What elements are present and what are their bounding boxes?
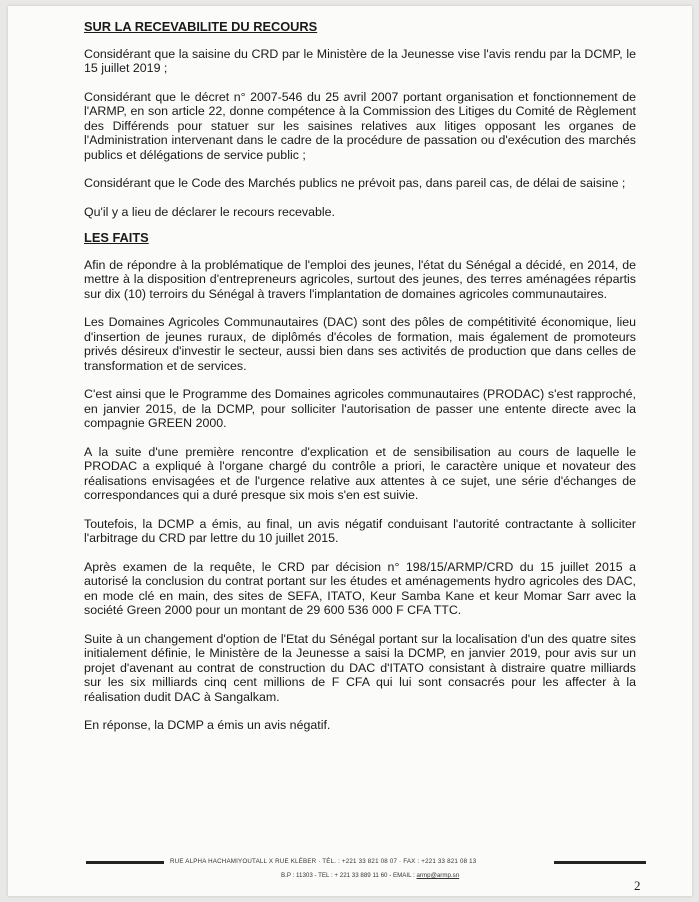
paragraph: Considérant que la saisine du CRD par le Ministère de la Jeunesse vise l'avis rendu par la DCMP, le 15 juillet 2019 ; [84, 46, 636, 75]
document-page [8, 6, 692, 896]
paragraph: En réponse, la DCMP a émis un avis négatif. [84, 718, 331, 732]
footer-email-link[interactable]: armp@armp.sn [416, 872, 460, 879]
paragraph: Qu'il y a lieu de déclarer le recours recevable. [84, 204, 335, 219]
footer-address: RUE ALPHA HACHAMIYOUTALL X RUE KLÉBER · TÉL. : +221 33 821 08 07 · FAX : +221 33 821 08 13 [170, 858, 477, 865]
paragraph: Après examen de la requête, le CRD par décision n° 198/15/ARMP/CRD du 15 juillet 2015 a autorisé la conclusion du contrat portant sur les études et aménagements hydro agricoles des DAC, en mode clé en main, des sites de SEFA, ITATO, Keur Samba Kane et keur Momar Sarr avec la société Green 2000 pour un montant de 29 600 536 000 F CFA TTC. [84, 559, 636, 617]
footer-left-bar [86, 861, 164, 864]
paragraph: A la suite d'une première rencontre d'explication et de sensibilisation au cours de laquelle le PRODAC a expliqué à l'organe chargé du contrôle a priori, le caractère unique et novateur des réalisations envisagées et de l'urgence relative aux attentes à ce sujet, une série d'échanges de correspondances qui a duré presque six mois s'en est suivie. [84, 444, 636, 502]
page-number: 2 [634, 878, 641, 893]
footer-bp-tel: B.P : 11303 - TEL : + 221 33 889 11 60 - EMAIL : [281, 872, 417, 879]
document-body [84, 20, 636, 747]
footer-right-bar [554, 861, 646, 864]
section-heading-recevabilite: SUR LA RECEVABILITE DU RECOURS [84, 19, 318, 34]
paragraph: Considérant que le décret n° 2007-546 du 25 avril 2007 portant organisation et fonctionnement de l'ARMP, en son article 22, donne compétence à la Commission des Litiges du Comité de Règlement des Différends pour statuer sur les saisines relatives aux litiges opposant les organes de l'Administration intervenant dans le cadre de la procédure de passation ou d'exécution des marchés publics et délégations de service public ; [84, 89, 636, 162]
paragraph: Les Domaines Agricoles Communautaires (DAC) sont des pôles de compétitivité économique, lieu d'insertion de jeunes ruraux, de diplômés d'écoles de formation, mais également de promoteurs privés désireux d'investir le secteur, aussi bien dans ses activités de production que dans celles de transformation et de services. [84, 315, 636, 373]
footer-contact [281, 872, 459, 879]
paragraph: Considérant que le Code des Marchés publics ne prévoit pas, dans pareil cas, de délai de saisine ; [84, 176, 626, 190]
footer-address-row [86, 858, 646, 868]
paragraph: C'est ainsi que le Programme des Domaines agricoles communautaires (PRODAC) s'est rapproché, en janvier 2015, de la DCMP, pour solliciter l'autorisation de passer une entente directe avec la compagnie GREEN 2000. [84, 387, 636, 430]
section-heading-faits: LES FAITS [84, 230, 149, 245]
paragraph: Toutefois, la DCMP a émis, au final, un avis négatif conduisant l'autorité contractante à solliciter l'arbitrage du CRD par lettre du 10 juillet 2015. [84, 516, 636, 545]
page-footer [86, 858, 646, 879]
paragraph: Afin de répondre à la problématique de l'emploi des jeunes, l'état du Sénégal a décidé, en 2014, de mettre à la disposition d'entrepreneurs agricoles, surtout des jeunes, des terres aménagées répartis sur dix (10) terroirs du Sénégal à travers l'implantation de domaines agricoles communautaires. [84, 257, 636, 301]
paragraph: Suite à un changement d'option de l'Etat du Sénégal portant sur la localisation d'un des quatre sites initialement définie, le Ministère de la Jeunesse a saisi la DCMP, en janvier 2019, pour avis sur un projet d'avenant au contrat de construction du DAC d'ITATO consistant à distraire quatre milliards sur les six milliards cinq cent millions de F CFA qui lui sont consacrés pour les affecter à la réalisation dudit DAC à Sangalkam. [84, 631, 636, 704]
